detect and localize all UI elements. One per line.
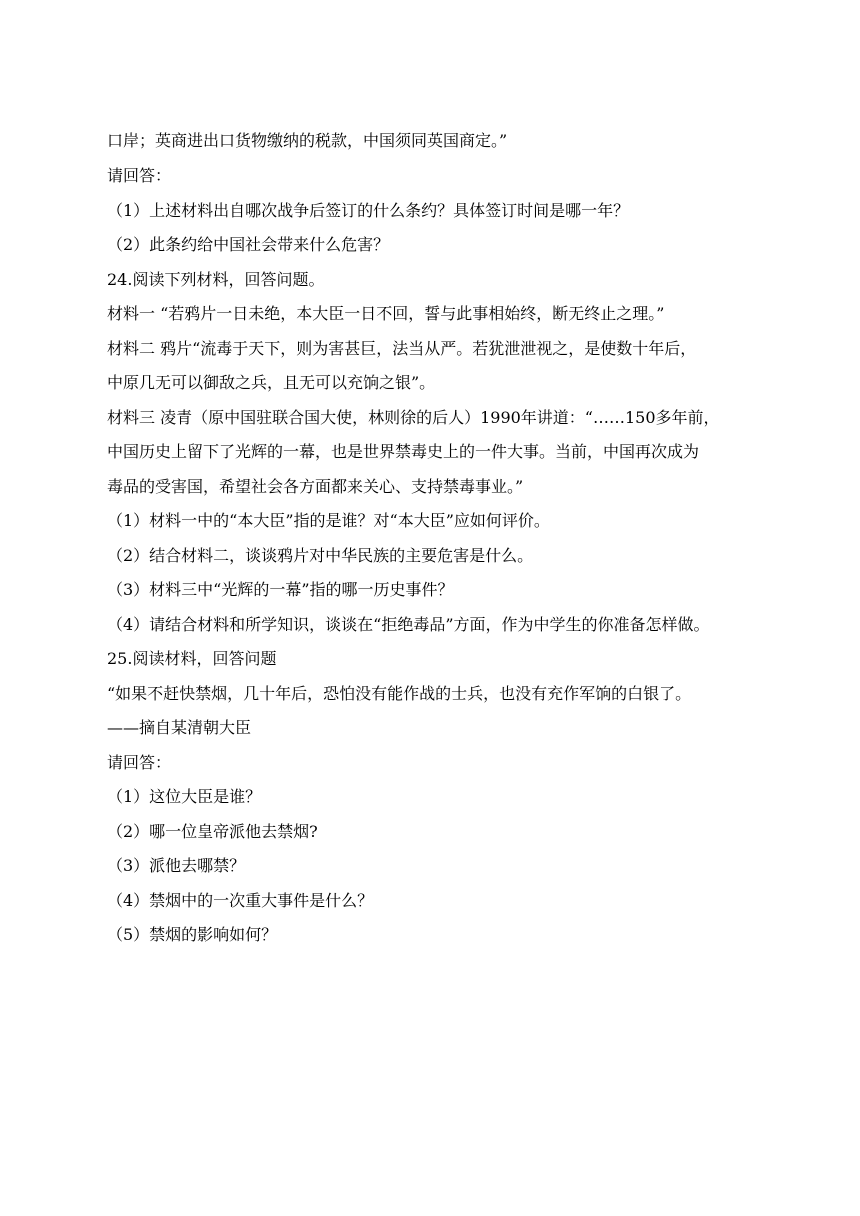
- quote-25: “如果不赶快禁烟，几十年后，恐怕没有能作战的士兵，也没有充作军饷的白银了。: [107, 684, 692, 703]
- material-2-line-2: 中原几无可以御敌之兵，且无可以充饷之银”。: [107, 373, 436, 392]
- material-2-line-1: 材料二 鸦片“流毒于天下，则为害甚巨，法当从严。若犹泄泄视之，是使数十年后，: [107, 339, 697, 358]
- material-3-line-3: 毒品的受害国，希望社会各方面都来关心、支持禁毒事业。”: [107, 477, 524, 496]
- question-23-1: （1）上述材料出自哪次战争后签订的什么条约？具体签订时间是哪一年？: [107, 201, 630, 220]
- question-25-3: （3）派他去哪禁？: [107, 856, 246, 875]
- question-24-2: （2）结合材料二，谈谈鸦片对中华民族的主要危害是什么。: [107, 546, 534, 565]
- material-1: 材料一 “若鸦片一日未绝，本大臣一日不回，誓与此事相始终，断无终止之理。”: [107, 304, 665, 323]
- question-25-5: （5）禁烟的影响如何？: [107, 925, 278, 944]
- question-25-heading: 25.阅读材料，回答问题: [107, 649, 277, 668]
- question-24-3: （3）材料三中“光辉的一幕”指的哪一历史事件？: [107, 580, 454, 599]
- question-24-heading: 24.阅读下列材料，回答问题。: [107, 270, 325, 289]
- text-line-prompt: 请回答：: [107, 166, 172, 185]
- quote-25-source: ——摘自某清朝大臣: [107, 718, 252, 737]
- text-line-prompt-25: 请回答：: [107, 753, 172, 772]
- question-24-4: （4）请结合材料和所学知识，谈谈在“拒绝毒品”方面，作为中学生的你准备怎样做。: [107, 615, 710, 634]
- question-24-1: （1）材料一中的“本大臣”指的是谁？对“本大臣”应如何评价。: [107, 511, 550, 530]
- question-25-2: （2）哪一位皇帝派他去禁烟?: [107, 822, 318, 841]
- question-25-1: （1）这位大臣是谁？: [107, 787, 262, 806]
- material-3-line-2: 中国历史上留下了光辉的一幕，也是世界禁毒史上的一件大事。当前，中国再次成为: [107, 442, 700, 461]
- material-3-line-1: 材料三 凌青（原中国驻联合国大使，林则徐的后人）1990年讲道：“……150多年前，: [107, 408, 720, 427]
- question-25-4: （4）禁烟中的一次重大事件是什么？: [107, 891, 374, 910]
- text-line-continuation: 口岸；英商进出口货物缴纳的税款，中国须同英国商定。”: [107, 131, 508, 150]
- question-23-2: （2）此条约给中国社会带来什么危害？: [107, 235, 390, 254]
